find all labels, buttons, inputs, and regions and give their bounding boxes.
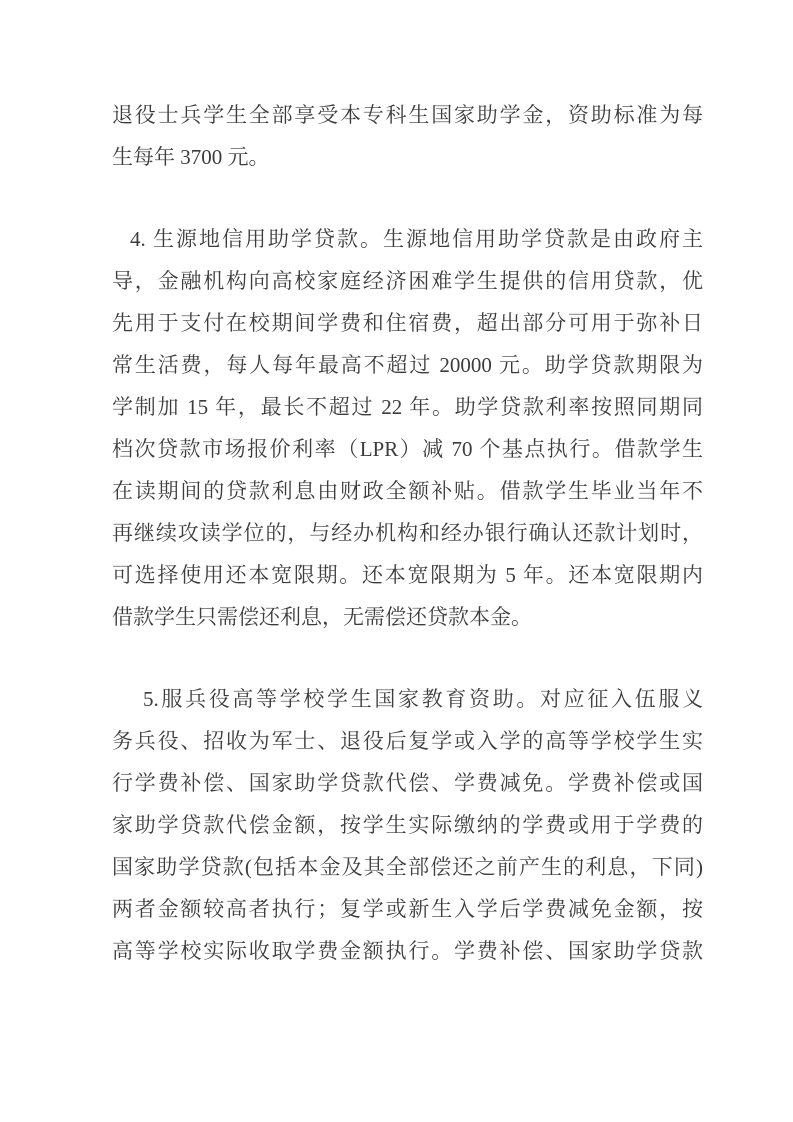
text-line: 学制加 15 年，最长不超过 22 年。助学贷款利率按照同期同 [112, 395, 703, 419]
text-line: 先用于支付在校期间学费和住宿费，超出部分可用于弥补日 [112, 311, 703, 335]
text-line: 生每年 3700 元。 [112, 145, 270, 169]
text-line: 档次贷款市场报价利率（LPR）减 70 个基点执行。借款学生 [112, 437, 703, 461]
text-line: 借款学生只需偿还利息，无需偿还贷款本金。 [112, 605, 532, 629]
text-line: 行学费补偿、国家助学贷款代偿、学费减免。学费补偿或国 [112, 771, 703, 795]
text-line: 国家助学贷款(包括本金及其全部偿还之前产生的利息，下同) [112, 855, 703, 879]
para-national-grant-continuation [112, 94, 703, 178]
text-line: 导，金融机构向高校家庭经济困难学生提供的信用贷款，优 [112, 269, 703, 293]
text-line: 4. 生源地信用助学贷款。生源地信用助学贷款是由政府主 [130, 227, 703, 251]
text-line: 两者金额较高者执行；复学或新生入学后学费减免金额，按 [112, 897, 703, 921]
text-line: 在读期间的贷款利息由财政全额补贴。借款学生毕业当年不 [112, 479, 703, 503]
text-line: 退役士兵学生全部享受本专科生国家助学金，资助标准为每 [112, 103, 703, 127]
text-line: 务兵役、招收为军士、退役后复学或入学的高等学校学生实 [112, 729, 703, 753]
para-4-student-origin-credit-loan [112, 218, 703, 638]
text-line: 可选择使用还本宽限期。还本宽限期为 5 年。还本宽限期内 [112, 563, 703, 587]
text-line: 再继续攻读学位的，与经办机构和经办银行确认还款计划时， [112, 521, 703, 545]
text-line: 高等学校实际收取学费金额执行。学费补偿、国家助学贷款 [112, 939, 703, 963]
text-line: 5.服兵役高等学校学生国家教育资助。对应征入伍服义 [143, 687, 703, 711]
para-5-military-service-education-aid [112, 678, 703, 972]
text-line: 常生活费，每人每年最高不超过 20000 元。助学贷款期限为 [112, 353, 703, 377]
text-line: 家助学贷款代偿金额，按学生实际缴纳的学费或用于学费的 [112, 813, 703, 837]
